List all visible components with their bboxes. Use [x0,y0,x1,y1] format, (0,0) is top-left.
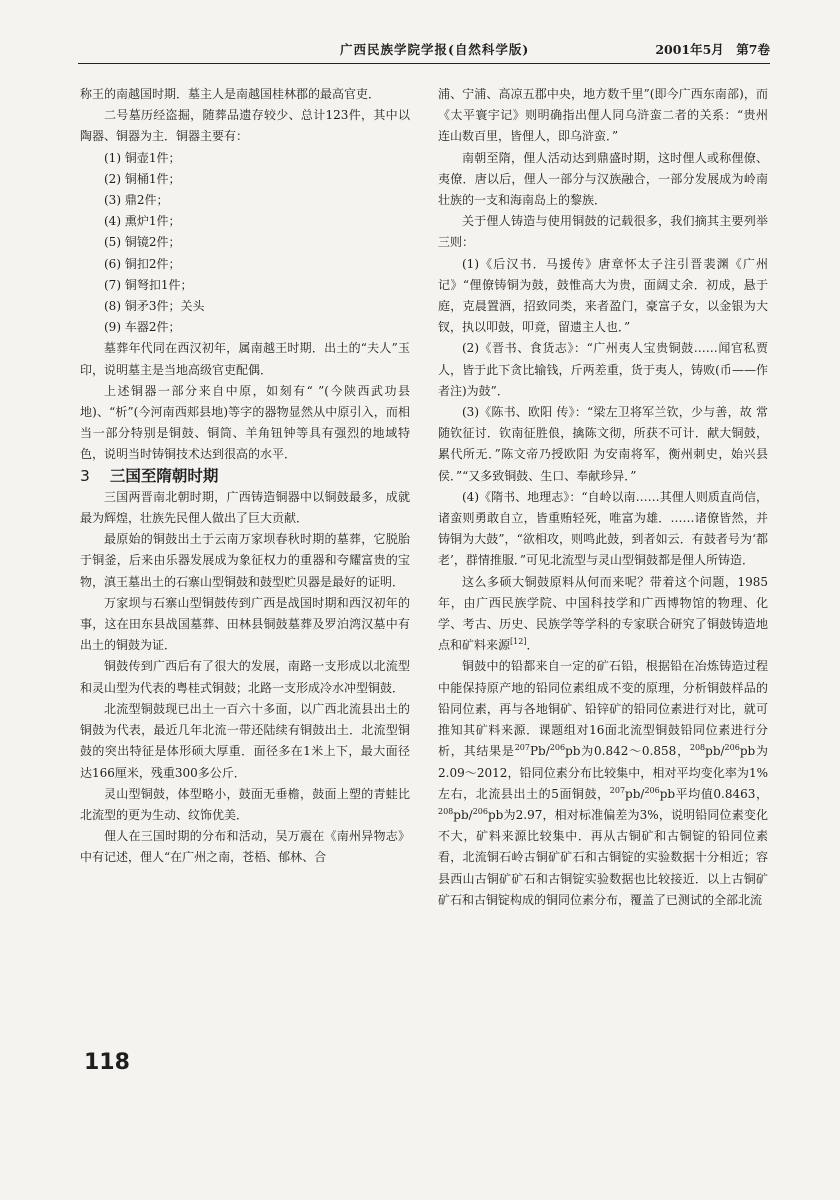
list-item: (8) 铜矛3件；关头 [104,299,205,314]
section-title: 三国至隋朝时期 [109,466,219,485]
left-column [80,84,410,869]
issue-info: 2001年5月 第7卷 [655,42,770,57]
paragraph-text: pb为2.09～2012，铅同位素分布比较集中，相对平均变化率为1%左右，北流县出土的5面铜鼓， [438,744,768,801]
isotope-superscript: 206 [472,806,488,816]
header-rule [78,63,770,64]
paragraph-text: 铜鼓中的铅都来自一定的矿石铅，根据铅在冶炼铸造过程中能保持原产地的铅同位素组成不变的原理，分析铜鼓样品的铅同位素，再与各地铜矿、铅锌矿的铅同位素进行对比，就可推知其矿料来源．课题组对16面北流型铜鼓铅同位素进行分析，其结果是 [438,659,768,759]
list-item: (2) 铜桶1件； [104,171,181,186]
isotope-superscript: 206 [549,743,566,753]
quotation: (3)《陈书、欧阳 传》：“梁左卫将军兰钦，少与善，故 常随钦征讨．钦南征胜俍，擒陈文彻，所获不可计．献大铜鼓，累代所无．”陈文帝乃授欧阳 为安南将军，衡州刺史，始兴县侯．”“又多致铜鼓、生口、奉献珍异．” [438,405,768,483]
paragraph: 关于俚人铸造与使用铜鼓的记载很多，我们摘其主要列举三则： [438,214,768,250]
isotope-superscript: 206 [724,743,740,753]
isotope-superscript: 208 [438,806,454,816]
running-header [78,38,770,60]
list-item: (1) 铜壶1件； [104,150,181,165]
section-heading [80,466,410,487]
isotope-superscript: 207 [514,743,530,753]
paragraph-text: pb为0.842～0.858， [565,744,690,759]
paragraph-text: pb为2.97，相对标准偏差为3%，说明铅同位素变化不大，矿料来源比较集中．再从古铜矿和古铜锭的铅同位素看，北流铜石岭古铜矿矿石和古铜锭的实验数据十分相近；容县西山古铜矿矿石和古铜锭实验数据也比较接近．以上古铜矿矿石和古铜锭构成的铜同位素分布，覆盖了已测试的全部北流 [438,807,768,907]
paragraph: 俚人在三国时期的分布和活动，吴万震在《南州异物志》中有记述，俚人“在广州之南，苍梧、郁林、合 [80,829,410,865]
right-column [438,84,768,911]
isotope-superscript: 207 [609,785,626,795]
paragraph: 称王的南越国时期．墓主人是南越国桂林郡的最高官吏． [80,87,381,101]
paragraph: 南朝至隋，俚人活动达到鼎盛时期，这时俚人或称俚僚、夷僚．唐以后，俚人一部分与汉族融合，一部分发展成为岭南壮族的一支和海南岛上的黎族． [438,150,768,208]
page-number: 118 [84,1050,130,1075]
paragraph-text: pb/ [705,744,725,759]
paragraph: 二号墓历经盗掘，随葬品遗存较少、总计123件，其中以陶器、铜器为主．铜器主要有： [80,108,410,144]
paragraph: 万家坝与石寨山型铜鼓传到广西是战国时期和西汉初年的事，这在田东县战国墓葬、田林县铜鼓墓葬及罗泊湾汉墓中有出土的铜鼓为证． [80,595,410,653]
list-item: (7) 铜弩扣1件； [104,277,193,292]
paragraph-text: Pb/ [529,744,550,759]
paragraph-text: 这么多硕大铜鼓原料从何而来呢？带着这个问题，1985年，由广西民族学院、中国科技学和广西博物馆的物理、化学、考古、历史、民族学等学科的专家联合研究了铜鼓铸造地点和矿料来源 [438,574,768,653]
list-item: (5) 铜镜2件； [104,235,181,250]
isotope-superscript: 208 [689,743,706,753]
paragraph [438,656,768,910]
paragraph: 铜鼓传到广西后有了很大的发展，南路一支形成以北流型和灵山型为代表的粤桂式铜鼓；北路一支形成冷水冲型铜鼓． [80,659,410,695]
isotope-superscript: 206 [644,785,660,795]
section-number: 3 [80,466,90,485]
quotation: (1)《后汉书．马援传》唐章怀太子注引晋裴渊《广州记》“俚僚铸铜为鼓，鼓惟高大为贵，面阔丈余．初成，悬于庭，克晨置酒，招致同类，来者盈门，豪富子女，以金银为大钗，执以叩鼓，叩竟，留遗主人也．” [438,256,768,335]
paragraph-text: pb平均值0.8463， [659,786,768,801]
quotation: (2)《晋书、食货志》：“广州夷人宝贵铜鼓……闻官私贾人，皆于此下贪比输钱，斤两差重，货于夷人，铸败(币——作者注)为鼓”． [438,341,768,398]
paragraph [438,572,768,657]
paragraph: 浦、宁浦、高凉五郡中央，地方数千里”(即今广西东南部)，而《太平寰宇记》则明确指出俚人同乌浒蛮二者的关系：“贵州连山数百里，皆俚人，即乌浒蛮．” [438,87,768,144]
paragraph: 上述铜器一部分来自中原，如刻有“ ”(今陕西武功县地)、“析”(今河南西郏县地)等字的器物显然从中原引入，而相当一部分特别是铜鼓、铜筒、羊角钮钟等具有强烈的地域特色，说明当时铸铜技术达到很高的水平． [80,383,410,462]
list-item: (3) 鼎2件； [104,193,169,208]
paragraph: 三国两晋南北朝时期，广西铸造铜器中以铜鼓最多，成就最为辉煌，壮族先民俚人做出了巨大贡献． [80,489,410,526]
journal-title: 广西民族学院学报(自然科学版) [340,42,530,57]
paragraph-text: pb/ [625,786,645,801]
list-item: (6) 铜扣2件； [104,256,181,271]
paragraph: 墓葬年代同在西汉初年，属南越王时期．出土的“夫人”玉印，说明墓主是当地高级官吏配偶． [80,341,410,377]
list-item: (4) 熏炉1件； [104,214,181,229]
list-item: (9) 车器2件； [104,320,181,335]
paragraph: 最原始的铜鼓出土于云南万家坝春秋时期的墓葬，它脱胎于铜釜，后来由乐器发展成为象征权力的重器和夸耀富贵的宝物，滇王墓出土的石寨山型铜鼓和鼓型贮贝器是最好的证明． [80,532,410,589]
quotation: (4)《隋书、地理志》：“自岭以南……其俚人则质直尚信，诸蛮则勇敢自立，皆重贿轻死，唯富为雄．……诸僚皆然，并铸铜为大鼓”，“欲相攻，则鸣此鼓，到者如云．有鼓者号为‘都老’，群情推服．”可见北流型与灵山型铜鼓都是俚人所铸造． [438,489,768,568]
citation-ref: [12] [510,637,527,647]
paragraph-text: ． [526,638,539,653]
paragraph-text: pb/ [453,807,473,822]
paragraph: 灵山型铜鼓，体型略小，鼓面无垂檐，鼓面上塑的青蛙比北流型的更为生动、纹饰优美． [80,786,410,822]
paragraph: 北流型铜鼓现已出土一百六十多面，以广西北流县出土的铜鼓为代表，最近几年北流一带还陆续有铜鼓出土．北流型铜鼓的突出特征是体形硕大厚重．面径多在1米上下，最大面径达166厘米，残重300多公斤． [80,701,410,780]
